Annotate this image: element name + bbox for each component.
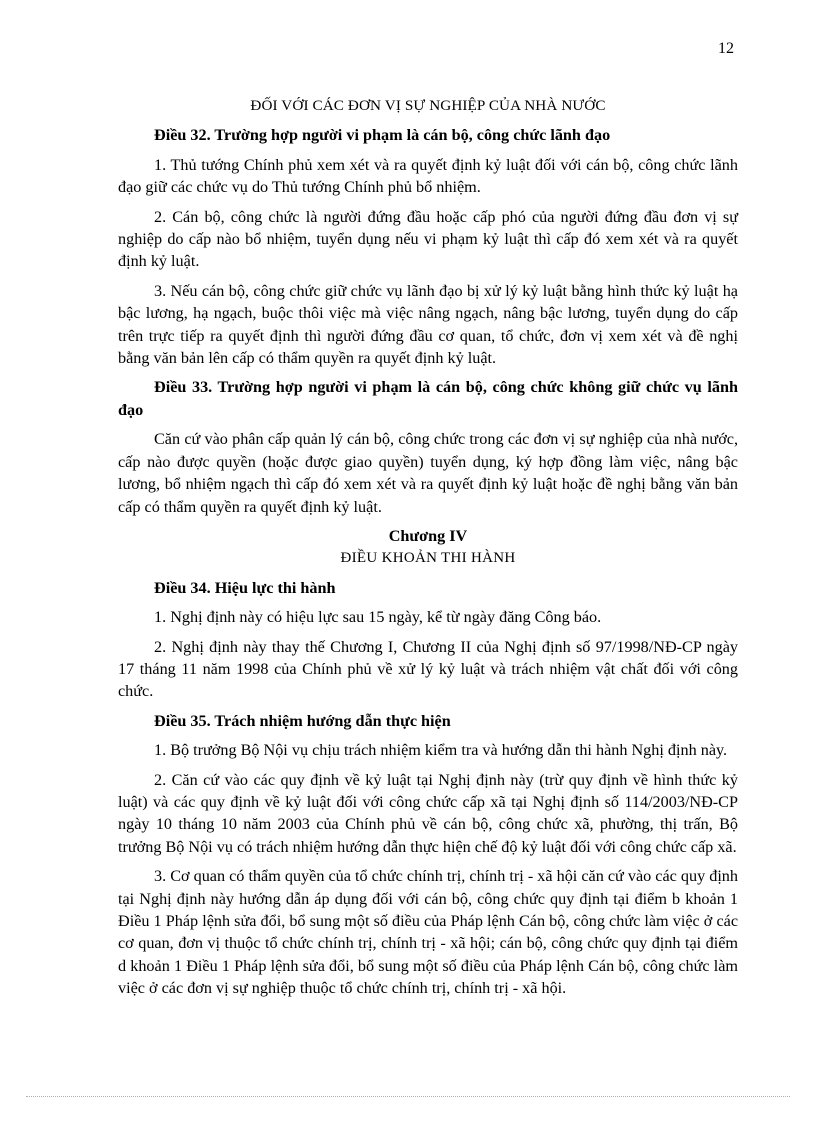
page-number: 12 — [718, 40, 734, 57]
article-33-clause-1: Căn cứ vào phân cấp quản lý cán bộ, công chức trong các đơn vị sự nghiệp của nhà nước, cấp nào được quyền (hoặc được giao quyền) tuyển dụng, ký hợp đồng làm việc, nâng bậc lương, bổ nhiệm ngạch thì cấp đó xem xét và ra quyết định kỷ luật hoặc đề nghị bằng văn bản cấp có thẩm quyền ra quyết định kỷ luật. — [118, 430, 738, 516]
article-32-clause-2: 2. Cán bộ, công chức là người đứng đầu hoặc cấp phó của người đứng đầu đơn vị sự nghiệp do cấp nào bổ nhiệm, tuyển dụng nếu vi phạm kỷ luật thì cấp đó xem xét và ra quyết định kỷ luật. — [118, 207, 738, 271]
article-35-clause-1: 1. Bộ trưởng Bộ Nội vụ chịu trách nhiệm kiểm tra và hướng dẫn thi hành Nghị định này. — [154, 741, 728, 760]
chapter-subtitle: ĐIỀU KHOẢN THI HÀNH — [340, 550, 516, 567]
article-34-clause-1: 1. Nghị định này có hiệu lực sau 15 ngày, kể từ ngày đăng Công báo. — [154, 608, 602, 627]
section-title: ĐỐI VỚI CÁC ĐƠN VỊ SỰ NGHIỆP CỦA NHÀ NƯỚC — [250, 97, 606, 114]
article-35-clause-3: 3. Cơ quan có thẩm quyền của tổ chức chính trị, chính trị - xã hội căn cứ vào các quy định tại Nghị định này hướng dẫn áp dụng đối với cán bộ, công chức quy định tại điểm b khoản 1 Điều 1 Pháp lệnh sửa đổi, bổ sung một số điều của Pháp lệnh Cán bộ, công chức làm việc ở các cơ quan, đơn vị thuộc tổ chức chính trị, chính trị - xã hội; cán bộ, công chức quy định tại điểm d khoản 1 Điều 1 Pháp lệnh sửa đổi, bổ sung một số điều của Pháp lệnh Cán bộ, công chức làm việc ở các đơn vị sự nghiệp thuộc tổ chức chính trị, chính trị - xã hội. — [118, 867, 738, 998]
page-bottom-divider — [26, 1096, 790, 1097]
document-body — [118, 95, 738, 1007]
article-35-title: Điều 35. Trách nhiệm hướng dẫn thực hiện — [154, 711, 451, 730]
article-34-clause-2: 2. Nghị định này thay thế Chương I, Chương II của Nghị định số 97/1998/NĐ-CP ngày 17 tháng 11 năm 1998 của Chính phủ về xử lý kỷ luật và trách nhiệm vật chất đối với công chức. — [118, 637, 738, 701]
article-35-clause-2: 2. Căn cứ vào các quy định về kỷ luật tại Nghị định này (trừ quy định về hình thức kỷ luật) và các quy định về kỷ luật đối với công chức cấp xã tại Nghị định số 114/2003/NĐ-CP ngày 10 tháng 10 năm 2003 của Chính phủ về cán bộ, công chức xã, phường, thị trấn, Bộ trưởng Bộ Nội vụ có trách nhiệm hướng dẫn thực hiện chế độ kỷ luật đối với công chức cấp xã. — [118, 770, 738, 856]
article-34-title: Điều 34. Hiệu lực thi hành — [154, 578, 336, 597]
chapter-title: Chương IV — [388, 526, 468, 545]
article-32-clause-3: 3. Nếu cán bộ, công chức giữ chức vụ lãnh đạo bị xử lý kỷ luật bằng hình thức kỷ luật hạ bậc lương, hạ ngạch, buộc thôi việc mà việc nâng ngạch, nâng bậc lương, tuyển dụng do cấp trên trực tiếp ra quyết định thì người đứng đầu cơ quan, tổ chức, đơn vị xem xét và đề nghị bằng văn bản lên cấp có thẩm quyền ra quyết định kỷ luật. — [118, 281, 738, 368]
article-32-clause-1: 1. Thủ tướng Chính phủ xem xét và ra quyết định kỷ luật đối với cán bộ, công chức lãnh đạo giữ các chức vụ do Thủ tướng Chính phủ bổ nhiệm. — [118, 155, 738, 197]
article-33-title: Điều 33. Trường hợp người vi phạm là cán bộ, công chức không giữ chức vụ lãnh đạo — [118, 378, 738, 419]
article-32-title: Điều 32. Trường hợp người vi phạm là cán bộ, công chức lãnh đạo — [154, 126, 611, 145]
